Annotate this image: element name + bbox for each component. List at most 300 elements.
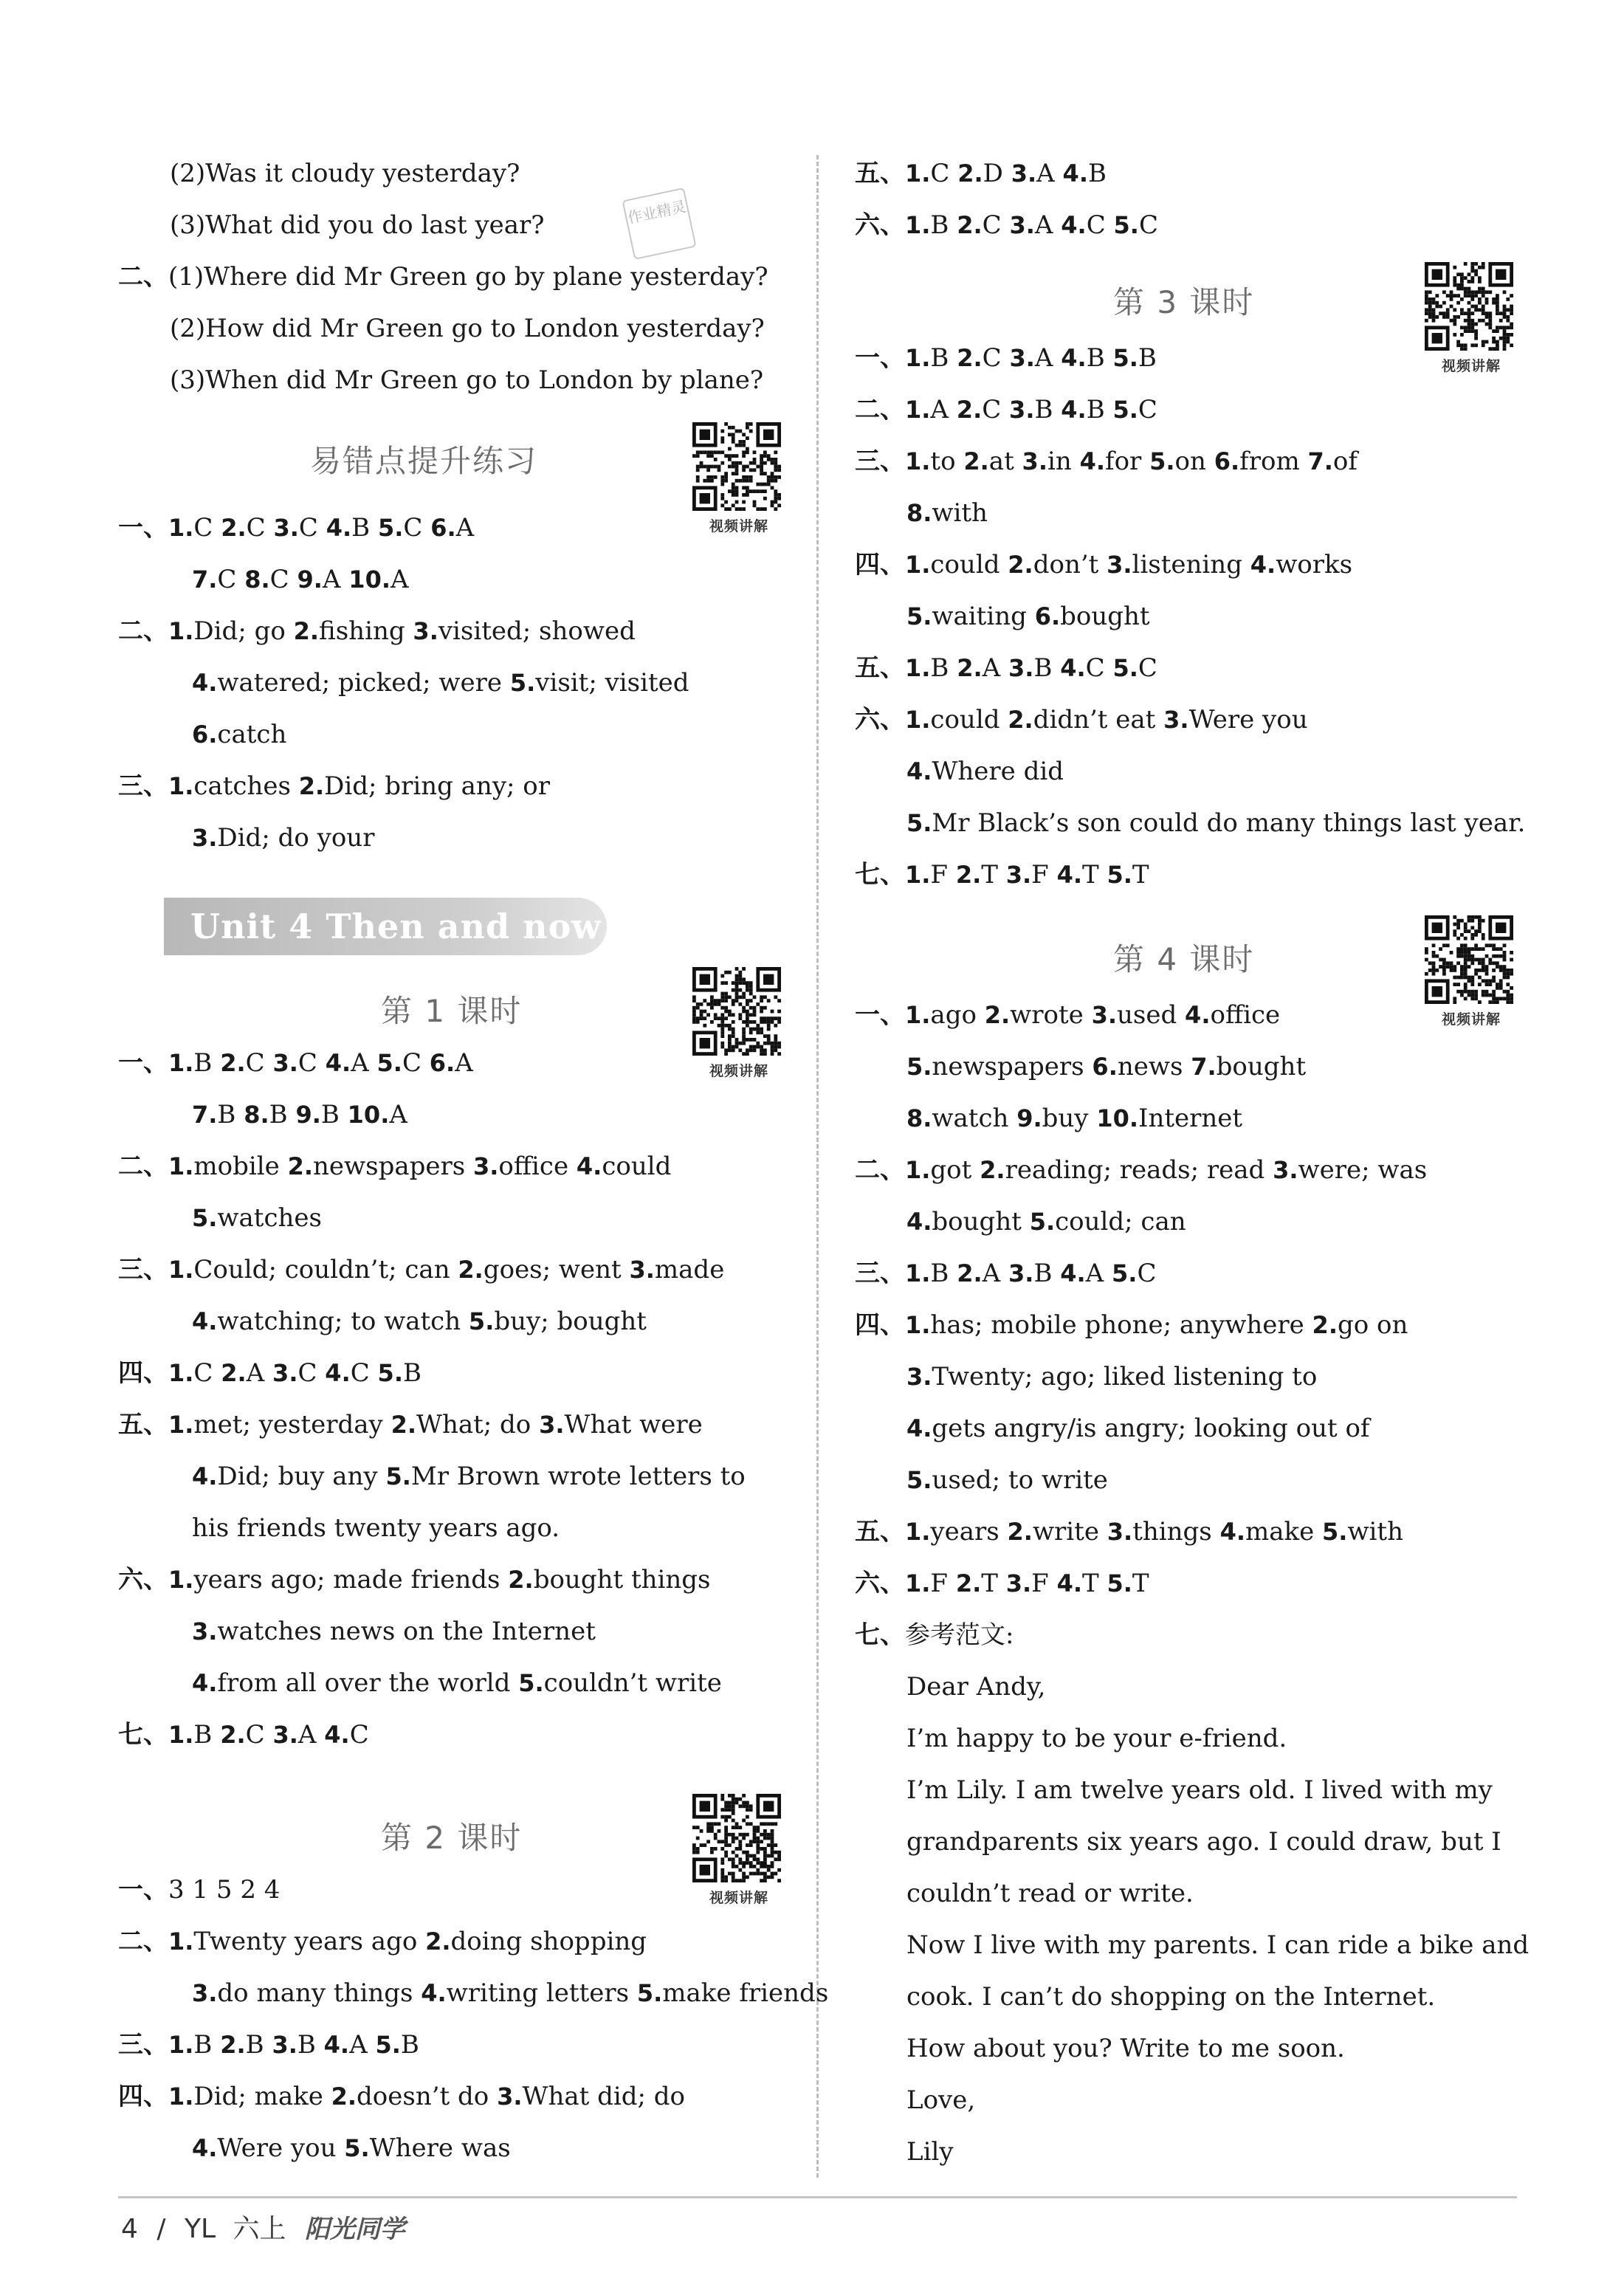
answer-text: newspapers [932,1052,1093,1081]
answer-text: C [402,1048,430,1078]
answer-line [855,332,1157,384]
answer-text: B [1034,395,1062,424]
item-number: 5. [344,2134,370,2162]
answer-text: C [297,1358,326,1388]
item-number: 4. [576,1152,602,1180]
answer-text: C [930,159,958,188]
answer-text: What were [564,1410,703,1439]
answer-text: D [983,159,1011,188]
answer-text: don’t [1033,550,1107,579]
item-number: 7. [1191,1053,1217,1081]
item-number: 4. [192,1307,218,1335]
answer-text: Internet [1138,1104,1243,1133]
answer-line [118,1502,560,1554]
item-number: 4. [906,757,932,785]
section-marker: 五、 [118,1410,168,1439]
answer-text: T [1132,860,1149,890]
answer-text: on [1174,447,1214,476]
item-number: 2. [957,211,983,239]
item-number: 2. [1312,1311,1338,1339]
item-number: 4. [323,2031,350,2059]
item-number: 5. [192,1204,218,1232]
answer-text: Mr Brown wrote letters to [410,1462,746,1491]
answer-text: years [930,1517,1008,1547]
answer-text: wrote [1010,1000,1092,1030]
item-number: 5. [518,1669,544,1697]
qr-code-icon [1425,262,1513,351]
answer-text: C [350,1358,378,1388]
item-number: 5. [377,1359,403,1387]
item-number: 6. [1034,602,1061,630]
answer-text: were; was [1298,1155,1428,1185]
item-number: 2. [984,1001,1011,1029]
answer-line [855,1403,1370,1454]
answer-text: ago [930,1000,985,1030]
item-number: 2. [331,2082,357,2111]
answer-line [118,251,768,303]
answer-line [855,148,1107,199]
answer-line [855,1248,1156,1299]
item-number: 5. [1107,861,1132,889]
qr-code-icon [1425,915,1513,1004]
answer-text: Did; bring any; or [324,771,551,801]
answer-text: writing letters [446,1978,637,2008]
item-number: 4. [1250,551,1276,579]
answer-text: bought [1216,1052,1307,1081]
item-number: 10. [348,565,390,594]
item-number: 4. [421,1979,447,2007]
section-marker: 六、 [855,1569,905,1598]
item-number: 1. [905,1259,931,1287]
section-marker: 六、 [855,705,905,735]
item-number: 2. [980,1156,1005,1184]
section-marker: 三、 [855,1259,905,1288]
answer-text: used [1117,1000,1186,1030]
item-number: 3. [1163,706,1189,734]
answer-line [118,199,545,251]
answer-text: years ago; made friends [193,1565,509,1595]
section-marker: 六、 [118,1565,168,1595]
heading-lesson-1: 第 1 课时 [381,993,523,1029]
answer-text: gets angry/is angry; looking out of [932,1414,1370,1443]
answer-line [118,1967,828,2019]
answer-line [855,1351,1317,1403]
answer-line [118,502,474,554]
answer-text: to [930,447,964,476]
answer-text: C [193,1358,221,1388]
item-number: 4. [1060,654,1086,682]
qr-code-icon [692,1794,781,1882]
answer-text: A [246,1358,273,1388]
section-marker: 二、 [118,262,168,292]
qr-caption: 视频讲解 [1441,358,1501,374]
item-number: 5. [1113,211,1139,239]
answer-text: couldn’t read or write. [906,1879,1194,1908]
item-number: 4. [1061,396,1087,424]
answer-text: B [402,1358,422,1388]
answer-text: B [193,1720,221,1750]
section-marker: 一、 [855,343,905,373]
item-number: 3. [1091,1001,1117,1029]
unit-title: Unit 4 Then and now [190,907,602,946]
item-number: 1. [905,447,931,475]
answer-line [855,989,1280,1041]
answer-text: met; yesterday [193,1410,391,1439]
answer-text: catches [193,771,299,801]
item-number: 4. [326,514,352,542]
answer-text: Mr Black’s son could do many things last year. [932,808,1526,838]
answer-text: Did; make [193,2082,331,2111]
answer-text: A [322,565,349,594]
item-number: 4. [1056,861,1082,889]
answer-text: C [982,343,1010,373]
answer-text: from [1239,447,1308,476]
answer-text: A [455,1048,473,1078]
item-number: 2. [221,1359,247,1387]
item-number: 8. [244,1101,269,1129]
answer-line [855,384,1157,436]
section-marker: 三、 [118,771,168,801]
answer-text: B [930,210,957,240]
item-number: 3. [473,1152,499,1180]
answer-line [855,1506,1403,1558]
page-footer [121,2207,405,2252]
answer-text: bought [932,1207,1030,1236]
answer-line [118,812,374,864]
item-number: 7. [1307,447,1333,475]
answer-line [118,1089,407,1141]
item-number: 6. [430,514,456,542]
answer-text: Could; couldn’t; can [193,1255,458,1284]
qr-code-lesson-1[interactable] [692,967,785,1080]
answer-text: bought [1060,602,1150,631]
answer-text: 参考范文: [905,1620,1014,1650]
answer-text: got [930,1155,980,1185]
section-marker: 二、 [855,1155,905,1185]
item-number: 5. [1029,1208,1056,1236]
answer-text: Where was [369,2133,511,2163]
item-number: 5. [1112,654,1138,682]
answer-text: A [1085,1259,1112,1288]
item-number: 1. [905,654,931,682]
answer-line [118,1347,422,1399]
answer-text: catch [217,720,287,749]
item-number: 5. [509,669,536,697]
item-number: 4. [906,1208,932,1236]
answer-text: C [246,513,274,543]
heading-lesson-3: 第 3 课时 [1113,284,1255,320]
item-number: 1. [168,1566,194,1594]
answer-text: do many things [217,1978,422,2008]
section-marker: 二、 [118,1927,168,1956]
section-marker: 五、 [855,653,905,683]
answer-line [118,1296,647,1347]
section-marker: 三、 [118,2030,168,2060]
answer-line [855,2074,975,2126]
answer-text: watches [217,1203,322,1233]
answer-line [855,694,1308,746]
section-marker: 六、 [855,210,905,240]
answer-line [118,1141,671,1192]
answer-text: I’m Lily. I am twelve years old. I lived with my [906,1775,1493,1805]
qr-code-lesson-2[interactable] [692,1794,785,1907]
item-number: 5. [906,809,932,837]
section-marker: 四、 [855,550,905,579]
answer-text: at [988,447,1022,476]
section-marker: 一、 [855,1000,905,1030]
item-number: 3. [192,1979,218,2007]
page-number: 4 [121,2214,138,2244]
item-number: 3. [1009,211,1035,239]
answer-line [855,1816,1501,1868]
answer-text: A [1036,159,1063,188]
answer-text: F [930,1569,956,1598]
item-number: 3. [1273,1156,1298,1184]
item-number: 1. [168,1359,194,1387]
answer-text: What; do [416,1410,540,1439]
answer-line [855,1661,1045,1713]
answer-line [118,1916,647,1967]
answer-line [855,1764,1493,1816]
item-number: 4. [1060,1259,1086,1287]
item-number: 6. [192,720,218,749]
answer-text: B [245,2030,272,2060]
answer-text: in [1047,447,1080,476]
item-number: 1. [905,211,931,239]
item-number: 5. [376,1049,402,1077]
answer-line [855,1971,1435,2023]
answer-text: How about you? Write to me soon. [906,2034,1345,2063]
item-number: 2. [957,654,983,682]
answer-text: C [1138,210,1158,240]
answer-line [118,1606,596,1657]
answer-text: C [298,513,326,543]
answer-text: (3)What did you do last year? [170,210,545,240]
answer-text: B [1033,653,1061,683]
item-number: 4. [1062,159,1088,188]
answer-line [855,1041,1306,1093]
answer-text: C [193,513,221,543]
answer-text: fishing [319,616,413,646]
answer-line [118,1554,711,1606]
qr-caption: 视频讲解 [709,1890,768,1906]
qr-caption: 视频讲解 [1441,1011,1501,1028]
item-number: 2. [220,1721,246,1749]
item-number: 1. [168,1927,194,1955]
answer-text: B [1086,395,1113,424]
item-number: 8. [906,1104,932,1132]
item-number: 5. [1112,1259,1138,1287]
section-marker: 五、 [855,1517,905,1547]
item-number: 2. [458,1256,484,1284]
item-number: 9. [1016,1104,1042,1132]
item-number: 1. [905,396,931,424]
section-marker: 五、 [855,159,905,188]
item-number: 5. [906,602,932,630]
item-number: 5. [1107,1569,1132,1597]
answer-line [118,1192,322,1244]
answer-line [855,1196,1186,1248]
answer-line [855,199,1158,251]
answer-text: C [1138,653,1157,683]
item-number: 1. [905,861,931,889]
answer-text: F [1031,1569,1057,1598]
answer-line [855,1868,1194,1919]
answer-text: 3 1 5 2 4 [168,1875,281,1905]
item-number: 3. [1009,344,1035,372]
item-number: 2. [425,1927,451,1955]
answer-line [118,1864,280,1916]
answer-text: things [1132,1517,1220,1547]
answer-text: (3)When did Mr Green go to London by plane? [170,365,764,395]
answer-text: T [1132,1569,1149,1598]
section-marker: 二、 [118,1152,168,1181]
answer-line [118,2019,419,2071]
item-number: 3. [1008,654,1034,682]
answer-text: watching; to watch [217,1307,469,1336]
answer-text: B [1138,343,1157,373]
item-number: 3. [1107,1518,1133,1546]
answer-line [855,1919,1529,1971]
answer-text: C [245,1048,273,1078]
item-number: 2. [508,1566,534,1594]
item-number: 8. [906,499,932,527]
answer-text: could; can [1055,1207,1186,1236]
section-marker: 四、 [855,1310,905,1340]
section-marker: 一、 [118,1875,168,1905]
answer-text: works [1276,550,1353,579]
answer-line [118,354,763,406]
item-number: 3. [272,2031,297,2059]
item-number: 3. [1005,1569,1032,1597]
item-number: 3. [1022,447,1047,475]
qr-code-lesson-3[interactable] [1425,262,1518,375]
item-number: 5. [906,1053,932,1081]
item-number: 4. [1061,211,1087,239]
answer-line [855,1609,1014,1661]
item-number: 2. [1008,706,1033,734]
item-number: 9. [297,565,323,594]
qr-code-icon [692,422,781,511]
answer-text: T [1082,860,1107,890]
answer-text: didn’t eat [1033,705,1164,735]
item-number: 5. [1112,396,1138,424]
answer-text: C [245,1720,273,1750]
item-number: 6. [1092,1053,1118,1081]
answer-text: newspapers [313,1152,473,1181]
answer-text: Were you [1188,705,1308,735]
answer-text: B [1086,343,1113,373]
item-number: 5. [385,1462,411,1490]
answer-text: A [389,1100,407,1129]
item-number: 4. [906,1414,932,1442]
answer-text: Were you [217,2133,345,2163]
answer-line [118,760,550,812]
item-number: 5. [375,2031,401,2059]
answer-text: Where did [932,757,1064,786]
item-number: 1. [905,344,931,372]
answer-text: B [269,1100,296,1129]
heading-mistake-practice: 易错点提升练习 [310,443,538,479]
item-number: 3. [539,1411,565,1439]
answer-text: could [930,550,1008,579]
answer-text: made [654,1255,725,1284]
answer-text: F [930,860,956,890]
qr-caption: 视频讲解 [709,518,768,534]
answer-text: mobile [193,1152,288,1181]
answer-line [855,1144,1427,1196]
qr-code-mistake[interactable] [692,422,785,535]
answer-text: B [930,343,957,373]
answer-text: doing shopping [450,1927,647,1956]
item-number: 2. [956,396,983,424]
answer-text: C [1138,395,1157,424]
answer-text: news [1117,1052,1191,1081]
answer-line [118,1037,473,1089]
answer-text: go on [1337,1310,1408,1340]
answer-text: Did; buy any [217,1462,386,1491]
answer-text: Love, [906,2085,976,2115]
answer-line [855,746,1064,797]
answer-text: buy; bought [494,1307,647,1336]
answer-text: T [981,1569,1006,1598]
item-number: 2. [1007,1518,1033,1546]
item-number: 1. [168,772,194,800]
answer-line [855,849,1149,901]
item-number: 4. [1056,1569,1082,1597]
item-number: 6. [1214,447,1240,475]
answer-text: make [1245,1517,1323,1547]
item-number: 4. [1061,344,1087,372]
item-number: 5. [1112,344,1138,372]
item-number: 2. [957,159,983,188]
answer-text: Dear Andy, [906,1672,1046,1702]
answer-line [118,1657,722,1709]
answer-line [118,1451,746,1502]
answer-line [855,2126,954,2178]
answer-text: reading; reads; read [1005,1155,1273,1185]
item-number: 2. [1008,551,1033,579]
section-marker: 二、 [118,616,168,646]
item-number: 3. [272,1721,298,1749]
item-number: 1. [168,2031,194,2059]
item-number: 1. [905,551,931,579]
item-number: 3. [192,1617,218,1645]
item-number: 2. [287,1152,313,1180]
qr-code-lesson-4[interactable] [1425,915,1518,1028]
answer-text: Twenty; ago; liked listening to [932,1362,1318,1392]
answer-text: C [403,513,431,543]
answer-text: has; mobile phone; anywhere [930,1310,1312,1340]
item-number: 4. [324,1721,350,1749]
heading-lesson-2: 第 2 课时 [381,1820,523,1856]
item-number: 1. [168,1256,194,1284]
item-number: 9. [295,1101,321,1129]
item-number: 6. [429,1049,455,1077]
answer-text: of [1332,447,1358,476]
answer-text: bought things [533,1565,711,1595]
answer-line [855,1093,1242,1144]
edition-code: YL [184,2214,216,2244]
answer-text: C [1137,1259,1157,1288]
item-number: 1. [168,514,194,542]
answer-line [118,1709,369,1761]
grade-label: 六上 [233,2214,286,2244]
answer-line [855,436,1358,487]
item-number: 2. [293,617,320,645]
answer-text: for [1104,447,1150,476]
answer-text: What did; do [522,2082,685,2111]
